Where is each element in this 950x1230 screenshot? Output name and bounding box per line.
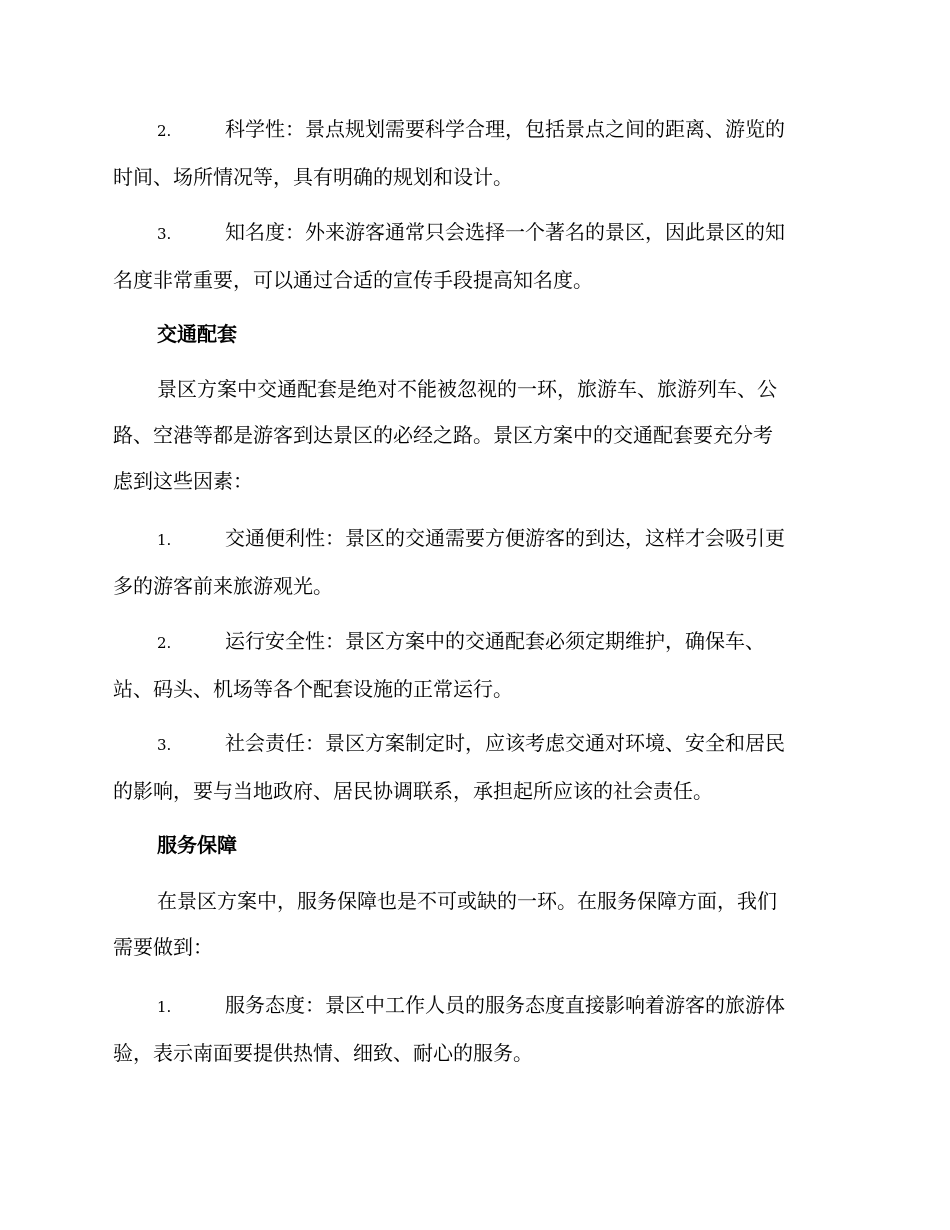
list-number: 3. bbox=[157, 736, 172, 754]
paragraph-traffic bbox=[113, 366, 835, 504]
section-heading-service: 服务保障 bbox=[157, 833, 237, 857]
list-number: 1. bbox=[157, 531, 172, 549]
list-text-line: 名度非常重要，可以通过合适的宣传手段提高知名度。 bbox=[113, 268, 593, 292]
list-item bbox=[113, 982, 835, 1076]
list-text-line: 的影响，要与当地政府、居民协调联系，承担起所应该的社会责任。 bbox=[113, 779, 713, 803]
list-item bbox=[113, 618, 835, 712]
list-text-line: 科学性：景点规划需要科学合理，包括景点之间的距离、游览的 bbox=[225, 117, 785, 141]
list-item bbox=[113, 720, 835, 814]
list-text-line: 验，表示南面要提供热情、细致、耐心的服务。 bbox=[113, 1041, 533, 1065]
paragraph-line: 在景区方案中，服务保障也是不可或缺的一环。在服务保障方面，我们 bbox=[157, 889, 777, 913]
paragraph-line: 景区方案中交通配套是绝对不能被忽视的一环，旅游车、旅游列车、公 bbox=[157, 377, 777, 401]
list-text-line: 社会责任：景区方案制定时，应该考虑交通对环境、安全和居民 bbox=[225, 731, 785, 755]
list-number: 3. bbox=[157, 225, 172, 243]
list-text-line: 服务态度：景区中工作人员的服务态度直接影响着游客的旅游体 bbox=[225, 993, 785, 1017]
paragraph-service bbox=[113, 878, 835, 970]
paragraph-line: 需要做到： bbox=[113, 935, 213, 959]
list-text-line: 运行安全性：景区方案中的交通配套必须定期维护，确保车、 bbox=[225, 629, 765, 653]
paragraph-line: 虑到这些因素： bbox=[113, 469, 253, 493]
list-item bbox=[113, 209, 835, 303]
list-text-line: 交通便利性：景区的交通需要方便游客的到达，这样才会吸引更 bbox=[225, 526, 785, 550]
list-item bbox=[113, 515, 835, 609]
list-number: 2. bbox=[157, 122, 172, 140]
list-number: 2. bbox=[157, 634, 172, 652]
section-heading-traffic: 交通配套 bbox=[157, 322, 237, 346]
list-text-line: 站、码头、机场等各个配套设施的正常运行。 bbox=[113, 677, 513, 701]
list-item bbox=[113, 106, 835, 200]
list-text-line: 时间、场所情况等，具有明确的规划和设计。 bbox=[113, 165, 513, 189]
list-number: 1. bbox=[157, 998, 172, 1016]
list-text-line: 多的游客前来旅游观光。 bbox=[113, 574, 333, 598]
list-text-line: 知名度：外来游客通常只会选择一个著名的景区，因此景区的知 bbox=[225, 220, 785, 244]
paragraph-line: 路、空港等都是游客到达景区的必经之路。景区方案中的交通配套要充分考 bbox=[113, 423, 773, 447]
